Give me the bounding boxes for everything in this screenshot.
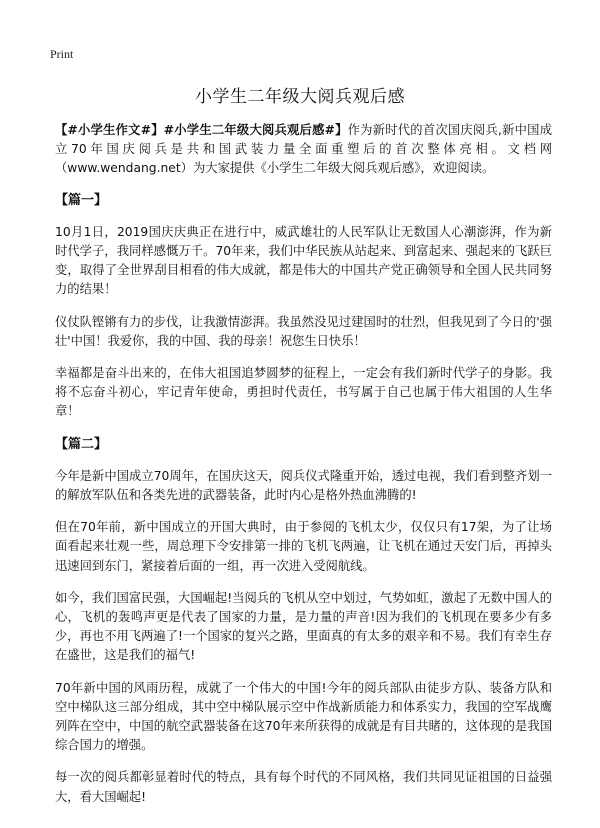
section-2-paragraph-3: 如今，我们国富民强，大国崛起!当阅兵的飞机从空中划过，气势如虹，激起了无数中国人的心，飞机的轰鸣声更是代表了国家的力量，是力量的声音!因为我们的飞机现在要多少有多少，再也不用飞两遍了!一个国家的复兴之路，里面真的有太多的艰辛和不易。我们有幸生存在盛世，这是我们的福气!	[55, 590, 552, 663]
intro-tag: 【#小学生作文#】	[55, 123, 164, 137]
section-1-paragraph-3: 幸福都是奋斗出来的，在伟大祖国追梦圆梦的征程上，一定会有我们新时代学子的身影。我将不忘奋斗初心，牢记青年使命，勇担时代责任，书写属于自己也属于伟大祖国的人生华章！	[55, 366, 552, 419]
section-1-paragraph-1: 10月1日，2019国庆庆典正在进行中，威武雄壮的人民军队让无数国人心潮澎湃，作为新时代学子，我同样感慨万千。70年来，我们中华民族从站起来、到富起来、强起来的飞跃巨变，取得了全世界刮目相看的伟大成就，都是伟大的中国共产党正确领导和全国人民共同努力的结果！	[55, 224, 552, 297]
section-heading-1: 【篇一】	[55, 192, 108, 208]
section-2-paragraph-5: 每一次的阅兵都彰显着时代的特点，具有每个时代的不同风格，我们共同见证祖国的日益强大，看大国崛起!	[55, 770, 552, 804]
intro-paragraph	[55, 121, 552, 179]
intro-text: 作为新时代的首次国庆阅兵,新中国成立70年国庆阅兵是共和国武装力量全面重塑后的首次整体亮相。文档网（www.wendang.net）为大家提供《小学生二年级大阅兵观后感》，欢迎阅读。	[55, 123, 552, 176]
section-1-paragraph-2: 仪仗队铿锵有力的步伐，让我激情澎湃。我虽然没见过建国时的壮烈，但我见到了今日的'强壮'中国！我爱你，我的中国、我的母亲！祝您生日快乐！	[55, 314, 552, 348]
page-title: 小学生二年级大阅兵观后感	[195, 87, 405, 107]
section-2-paragraph-4: 70年新中国的风雨历程，成就了一个伟大的中国!今年的阅兵部队由徒步方队、装备方队和空中梯队这三部分组成，其中空中梯队展示空中作战新质能力和体系实力，我国的空军战鹰列阵在空中，中国的航空武器装备在这70年来所获得的成就是有目共睹的，这体现的是我国综合国力的增强。	[55, 680, 552, 753]
section-2-paragraph-2: 但在70年前，新中国成立的开国大典时，由于参阅的飞机太少，仅仅只有17架，为了让场面看起来壮观一些，周总理下令安排第一排的飞机飞两遍，让飞机在通过天安门后，再掉头迅速回到东门，紧接着后面的一组，再一次进入受阅航线。	[55, 520, 552, 573]
print-link[interactable]: Print	[50, 47, 74, 61]
intro-tag-2: #小学生二年级大阅兵观后感#】	[163, 123, 348, 137]
section-2-paragraph-1: 今年是新中国成立70周年，在国庆这天，阅兵仪式隆重开始，透过电视，我们看到整齐划一的解放军队伍和各类先进的武器装备，此时内心是格外热血沸腾的!	[55, 468, 552, 503]
article-body	[55, 121, 552, 820]
section-heading-2: 【篇二】	[55, 436, 108, 452]
